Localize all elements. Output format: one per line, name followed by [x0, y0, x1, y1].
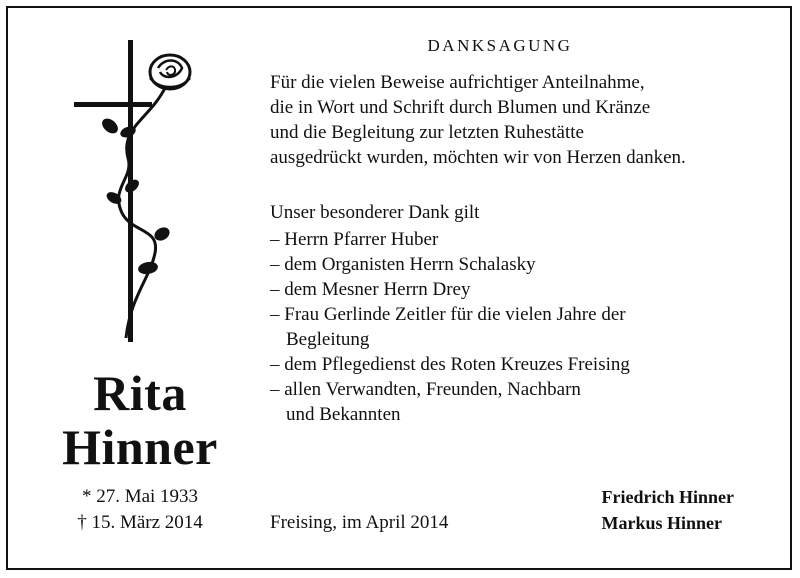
birth-date: * 27. Mai 1933	[81, 486, 199, 507]
cross-with-rose-icon	[70, 38, 210, 348]
list-item-continuation: Begleitung	[286, 329, 370, 350]
signer-name: Friedrich Hinner	[601, 487, 734, 507]
list-item	[270, 352, 760, 377]
intro-line: Für die vielen Beweise aufrichtiger Anteilnahme,	[270, 72, 645, 93]
list-item	[270, 377, 760, 427]
death-date: † 15. März 2014	[77, 512, 203, 533]
list-item-text: – allen Verwandten, Freunden, Nachbarn	[270, 379, 581, 400]
intro-line: ausgedrückt wurden, möchten wir von Herzen danken.	[270, 147, 686, 168]
intro-line: die in Wort und Schrift durch Blumen und Kränze	[270, 97, 651, 118]
thanks-lead: Unser besonderer Dank gilt	[270, 202, 480, 223]
intro-text	[270, 70, 750, 170]
list-item-text: – dem Organisten Herrn Schalasky	[270, 254, 536, 275]
thanks-list	[270, 227, 760, 427]
list-item	[270, 277, 760, 302]
signers	[602, 484, 734, 536]
signer-name: Markus Hinner	[601, 513, 723, 533]
list-item	[270, 302, 760, 352]
deceased-first-name: Rita	[93, 365, 187, 421]
place-date: Freising, im April 2014	[270, 512, 449, 533]
list-item-text: – Frau Gerlinde Zeitler für die vielen Jahre der	[270, 304, 626, 325]
list-item-continuation: und Bekannten	[286, 404, 401, 425]
list-item-text: – dem Pflegedienst des Roten Kreuzes Freising	[270, 354, 630, 375]
notice-heading: DANKSAGUNG	[427, 36, 573, 55]
thanks-section	[270, 200, 760, 427]
list-item	[270, 252, 760, 277]
list-item-text: – Herrn Pfarrer Huber	[270, 229, 439, 250]
list-item	[270, 227, 760, 252]
list-item-text: – dem Mesner Herrn Drey	[270, 279, 471, 300]
deceased-last-name: Hinner	[62, 419, 218, 475]
intro-line: und die Begleitung zur letzten Ruhestätte	[270, 122, 584, 143]
